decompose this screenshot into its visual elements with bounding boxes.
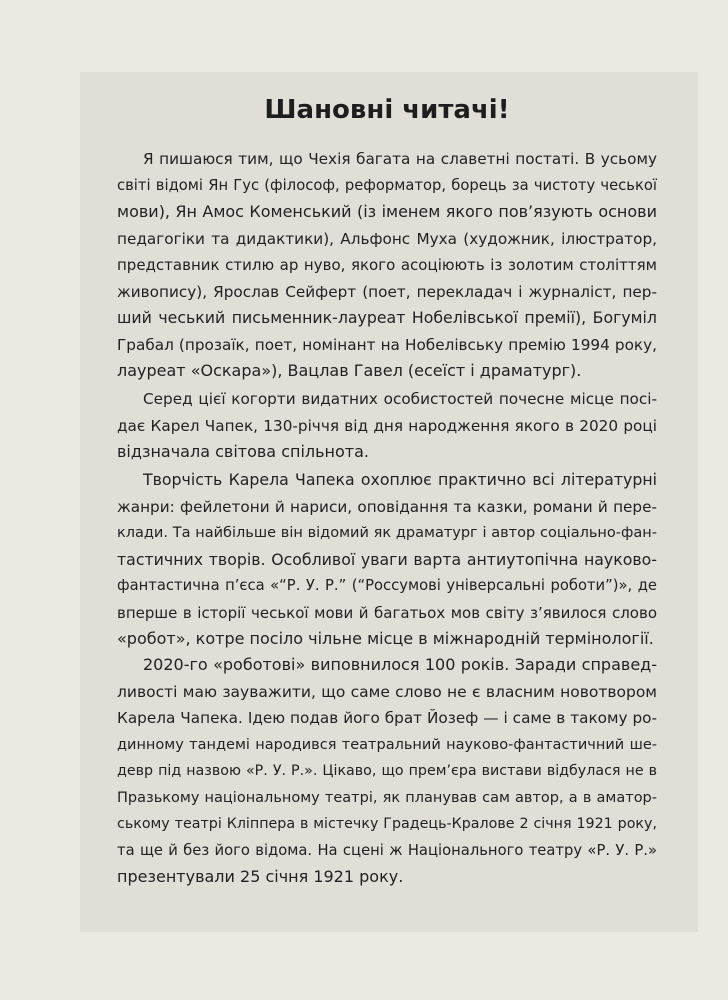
- text-line: динному тандемі народився театральний науково-фантастичний ше-: [117, 736, 657, 753]
- text-line: Творчість Карела Чапека охоплює практично всі літературні: [143, 470, 657, 489]
- text-line: 2020-го «роботові» виповнилося 100 років. Заради справед-: [143, 655, 657, 674]
- text-line: лауреат «Оскара»), Вацлав Гавел (есеїст і драматург).: [117, 361, 582, 380]
- text-line: відзначала світова спільнота.: [117, 442, 370, 461]
- text-line: тастичних творів. Особливої уваги варта антиутопічна науково-: [117, 549, 657, 569]
- text-line: «робот», котре посіло чільне місце в міжнародній термінології.: [117, 629, 654, 648]
- text-line: мови), Ян Амос Коменський (із іменем якого пов’язують основи: [117, 202, 657, 221]
- text-line: Празькому національному театрі, як планував сам автор, а в аматор-: [117, 789, 657, 806]
- text-line: ливості маю зауважити, що саме слово не є власним новотвором: [117, 682, 657, 701]
- text-line: Я пишаюся тим, що Чехія багата на славетні постаті. В усьому: [143, 150, 657, 168]
- text-line: клади. Та найбільше він відомий як драматург і автор соціально-фан-: [117, 525, 657, 541]
- text-line: представник стилю ар нуво, якого асоціюють із золотим століттям: [117, 256, 657, 274]
- text-line: Карела Чапека. Ідею подав його брат Йозеф — і саме в такому ро-: [117, 709, 657, 727]
- text-line: живопису), Ярослав Сейферт (поет, перекладач і журналіст, пер-: [117, 282, 657, 301]
- text-line: Грабал (прозаїк, поет, номінант на Нобелівську премію 1994 року,: [117, 335, 657, 354]
- text-line: світі відомі Ян Гус (філософ, реформатор, борець за чистоту чеської: [117, 176, 657, 194]
- text-line: ший чеський письменник-лауреат Нобелівської премії), Богуміл: [117, 308, 657, 327]
- text-line: фантастична п’єса «“Р. У. Р.” (“Россумові універсальні роботи”)», де: [117, 577, 657, 594]
- text-line: та ще й без його відома. На сцені ж Національного театру «Р. У. Р.»: [117, 841, 657, 859]
- paragraph-1: [117, 146, 657, 385]
- text-line: девр під назвою «Р. У. Р.». Цікаво, що прем’єра вистави відбулася не в: [117, 763, 657, 779]
- text-line: вперше в історії чеської мови й багатьох мов світу з’явилося слово: [117, 603, 657, 622]
- paragraph-3: [117, 467, 657, 653]
- text-line: жанри: фейлетони й нариси, оповідання та казки, романи й пере-: [117, 497, 657, 516]
- page-title: Шановні читачі!: [264, 95, 510, 125]
- text-line: педагогіки та дидактики), Альфонс Муха (художник, ілюстратор,: [117, 229, 657, 248]
- text-line: Серед цієї когорти видатних особистостей почесне місце посі-: [143, 390, 657, 408]
- paragraph-2: [117, 386, 657, 466]
- paragraph-4: [117, 652, 657, 891]
- text-line: ському театрі Кліппера в містечку Градець-Кралове 2 січня 1921 року,: [117, 816, 657, 832]
- text-line: дає Карел Чапек, 130-річчя від дня народження якого в 2020 році: [117, 416, 657, 435]
- text-line: презентували 25 січня 1921 року.: [117, 867, 404, 886]
